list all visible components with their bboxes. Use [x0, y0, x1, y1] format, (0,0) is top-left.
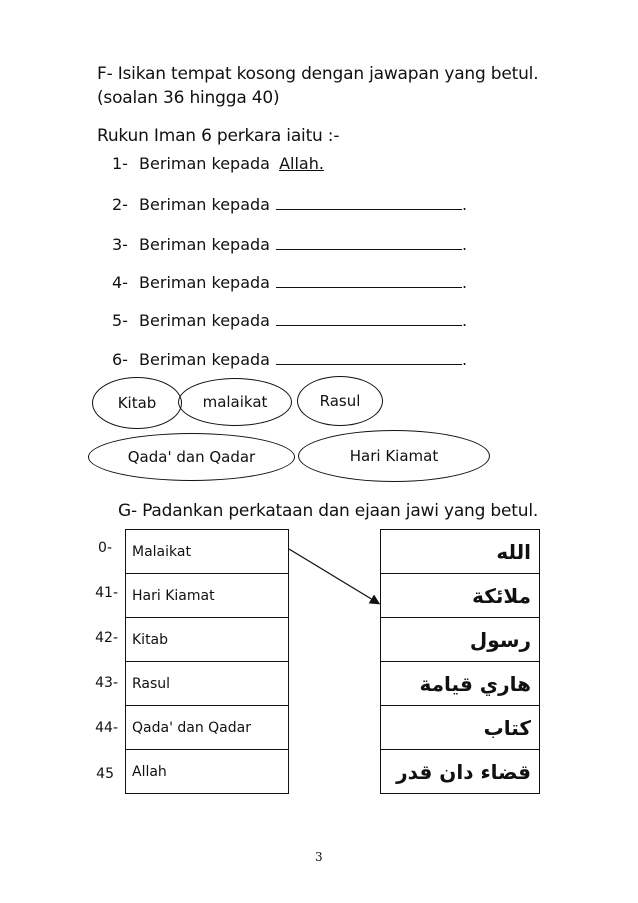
section-f-title: F- Isikan tempat kosong dengan jawapan yang betul. [97, 64, 539, 84]
item-end: . [461, 273, 468, 292]
section-f-intro: Rukun Iman 6 perkara iaitu :- [97, 126, 340, 146]
item-end: . [461, 311, 468, 330]
section-f-subtitle: (soalan 36 hingga 40) [97, 88, 280, 108]
match-word[interactable]: Allah [126, 750, 289, 794]
item-end: . [461, 235, 468, 254]
item-answer: Allah. [279, 154, 324, 173]
item-text: Beriman kepada [139, 235, 270, 254]
match-word[interactable]: Kitab [126, 618, 289, 662]
match-word[interactable]: Qada' dan Qadar [126, 706, 289, 750]
match-number: 43- [95, 675, 118, 691]
jawi-word[interactable]: ملائكة [381, 574, 540, 618]
item-text: Beriman kepada [139, 195, 270, 214]
item-number: 6- [112, 350, 128, 369]
match-number: 0- [98, 540, 112, 556]
jawi-word[interactable]: الله [381, 530, 540, 574]
item-number: 1- [112, 154, 128, 173]
item-text: Beriman kepada [139, 273, 270, 292]
option-rasul[interactable]: Rasul [297, 376, 383, 426]
jawi-word[interactable]: هاري قيامة [381, 662, 540, 706]
item-number: 5- [112, 311, 128, 330]
item-text: Beriman kepada [139, 154, 270, 173]
jawi-word[interactable]: رسول [381, 618, 540, 662]
match-word[interactable]: Hari Kiamat [126, 574, 289, 618]
section-g-title: G- Padankan perkataan dan ejaan jawi yang betul. [118, 501, 539, 521]
page-number: 3 [315, 850, 323, 864]
option-qada-qadar[interactable]: Qada' dan Qadar [88, 433, 295, 481]
option-kitab[interactable]: Kitab [92, 377, 182, 429]
match-number: 44- [95, 720, 118, 736]
option-malaikat[interactable]: malaikat [178, 378, 292, 426]
item-text: Beriman kepada [139, 311, 270, 330]
item-number: 2- [112, 195, 128, 214]
jawi-word[interactable]: قضاء دان قدر [381, 750, 540, 794]
option-hari-kiamat[interactable]: Hari Kiamat [298, 430, 490, 482]
match-number: 41- [95, 585, 118, 601]
item-end: . [461, 195, 468, 214]
jawi-word[interactable]: كتاب [381, 706, 540, 750]
item-number: 4- [112, 273, 128, 292]
match-number: 45 [96, 766, 114, 782]
item-end: . [461, 350, 468, 369]
item-text: Beriman kepada [139, 350, 270, 369]
match-number: 42- [95, 630, 118, 646]
match-word[interactable]: Malaikat [126, 530, 289, 574]
match-word[interactable]: Rasul [126, 662, 289, 706]
item-number: 3- [112, 235, 128, 254]
